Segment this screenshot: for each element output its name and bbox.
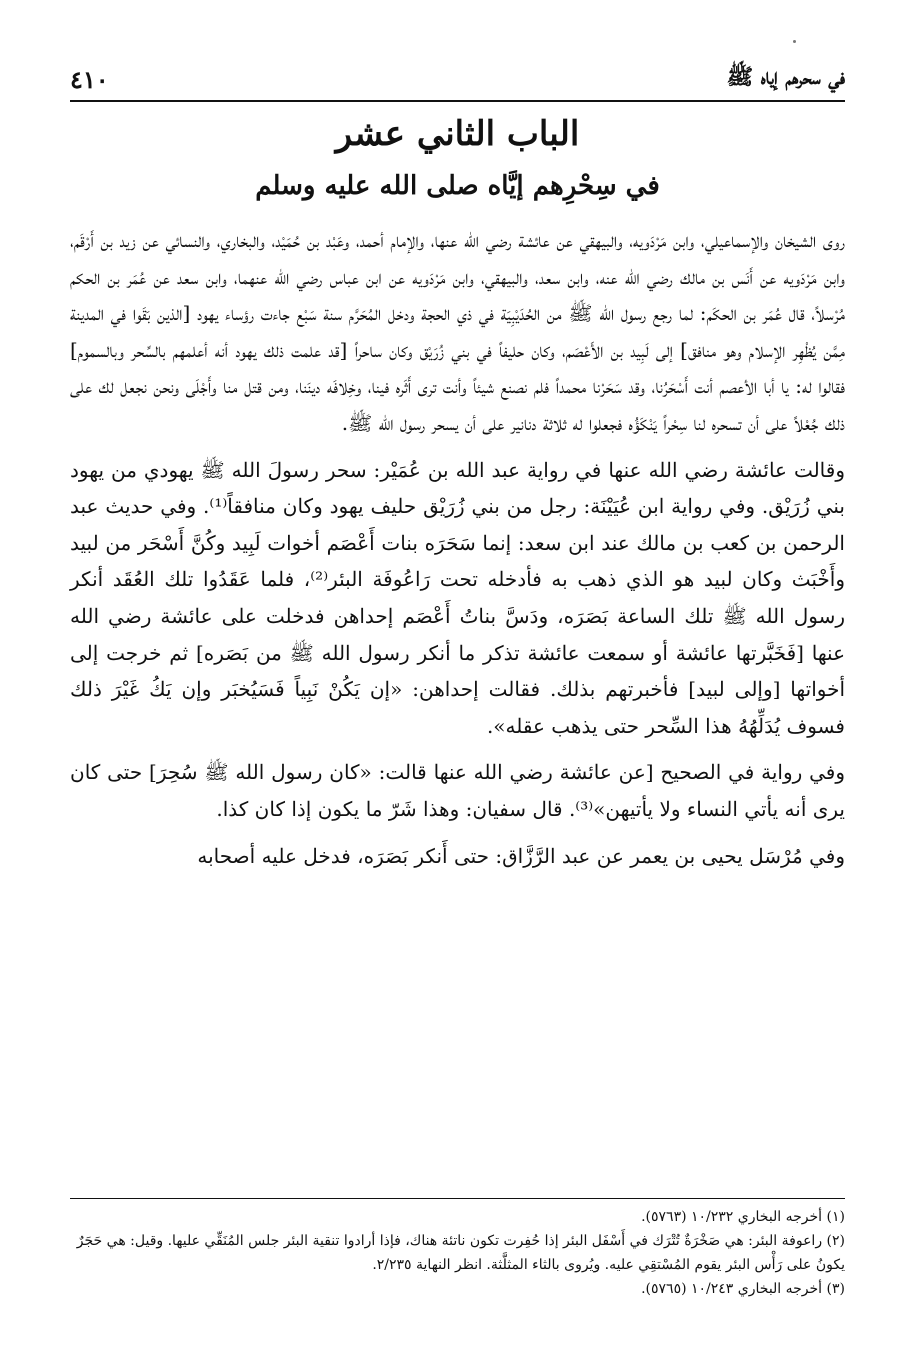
footnote: (١) أخرجه البخاري ١٠/٢٣٢ (٥٧٦٣). [641,1209,845,1225]
chapter-title: الباب الثاني عشر [335,114,580,154]
footnotes [70,1198,845,1301]
chapter-subtitle: في سِحْرِهم إيَّاه صلى الله عليه وسلم [255,171,660,201]
body-text [70,222,845,884]
footnote: (٢) راعوفة البئر: هي صَخْرَةٌ تُتْرَك في أَسْفَل البئر إذا حُفِرت تكون ناتئة هناك، فإذا أرادوا تنقية البئر جلس المُنَقِّي عليها. وقيل: هي حَجَرٌ يكونُ على رَأْس البئر يقوم المُسْتقِي عليه. ويُروى بالثاء المثلَّثة. انظر النهاية ٢/٢٣٥. [76,1233,845,1273]
paragraph: روى الشيخان والإسماعيلي، وابن مَرْدَويه، والبيهقي عن عائشة رضي الله عنها، والإمام أحمد، وعَبْد بن حُمَيْد، والبخاري، والنسائي عن زيد بن أَرْقَم، وابن مَرْدَويه عن أَنَس بن مالك رضي الله عنه، وابن سعد، والبيهقي، وابن مَرْدَويه عن ابن عباس رضي الله عنهما، وابن سعد عن عُمَر بن الحكم مُرْسلاً، قال عُمَر بن الحكَم: لما رجع رسول الله ﷺ من الحُدَيْبِيَة في ذي الحجة ودخل المُحَرَّم سنة سَبْع جاءت رؤساء يهود [الذين بَقَوا في المدينة مِمَّن يُظْهِر الإسلام وهو منافق] إلى لَبِيد بن الأَعْصَم، وكان حليفاً في بني زُرَيْق وكان ساحراً [قد علمت ذلك يهود أنه أعلمهم بالسِّحر وبالسموم] فقالوا له: يا أبا الأعصم أنت أَسْحَرُنا، وقد سَحَرْنا محمداً فلم نصنع شيئاً وأنت ترى أَثَره فينا، وخِلافَه دينَنا، ومن قتل منا وأَجْلَى ونحن نجعل لك على ذلك جُعْلاً على أن تسحره لنا سِحْراً يَنْكَؤُه فجعلوا له ثلاثة دنانير على أن يسحر رسول الله ﷺ. [70,228,845,435]
running-title: في سحرهم إياه ﷺ [726,64,845,90]
page-number: ٤١٠ [70,64,109,94]
chapter-heading [70,112,845,204]
paragraph: وقالت عائشة رضي الله عنها في رواية عبد الله بن عُمَيْر: سحر رسولَ الله ﷺ يهودي من يهود بني زُرَيْق. وفي رواية ابن عُيَيْنَة: رجل من بني زُرَيْق حليف يهود وكان منافقاً⁽¹⁾. وفي حديث عبد الرحمن بن كعب بن مالك عند ابن سعد: إنما سَحَرَه بنات أَعْصَم أخوات لَبِيد وكُنَّ أَسْحَر من لبيد وأَخْبَث وكان لبيد هو الذي ذهب به فأدخله تحت رَاعُوفَة البئر⁽²⁾، فلما عَقَدُوا تلك العُقَد أنكر رسول الله ﷺ تلك الساعة بَصَرَه، ودَسَّ بناتُ أَعْصَم إحداهن فدخلت على عائشة رضي الله عنها [فَخَبَّرتها عائشة أو سمعت عائشة تذكر ما أنكر رسول الله ﷺ من بَصَره] ثم خرجت إلى أخواتها [وإلى لبيد] فأخبرتهم بذلك. فقالت إحداهن: «إن يَكُنْ نَبِياً فَسَيُخبَر وإن يَكُ غَيْرَ ذلك فسوف يُدَلِّهُهُ هذا السِّحر حتى يذهب عقله». [70,457,845,738]
paragraph: وفي مُرْسَل يحيى بن يعمر عن عبد الرَّزَّاق: حتى أَنكر بَصَرَه، فدخل عليه أصحابه [197,843,845,868]
paragraph: وفي رواية في الصحيح [عن عائشة رضي الله عنها قالت: «كان رسول الله ﷺ سُحِرَ] حتى كان يرى أنه يأتي النساء ولا يأتيهن»⁽³⁾. قال سفيان: وهذا شَرّ ما يكون إذا كان كذا. [70,760,845,821]
scan-speck [793,40,796,43]
footnote: (٣) أخرجه البخاري ١٠/٢٤٣ (٥٧٦٥). [641,1281,845,1297]
page-header [70,58,845,102]
